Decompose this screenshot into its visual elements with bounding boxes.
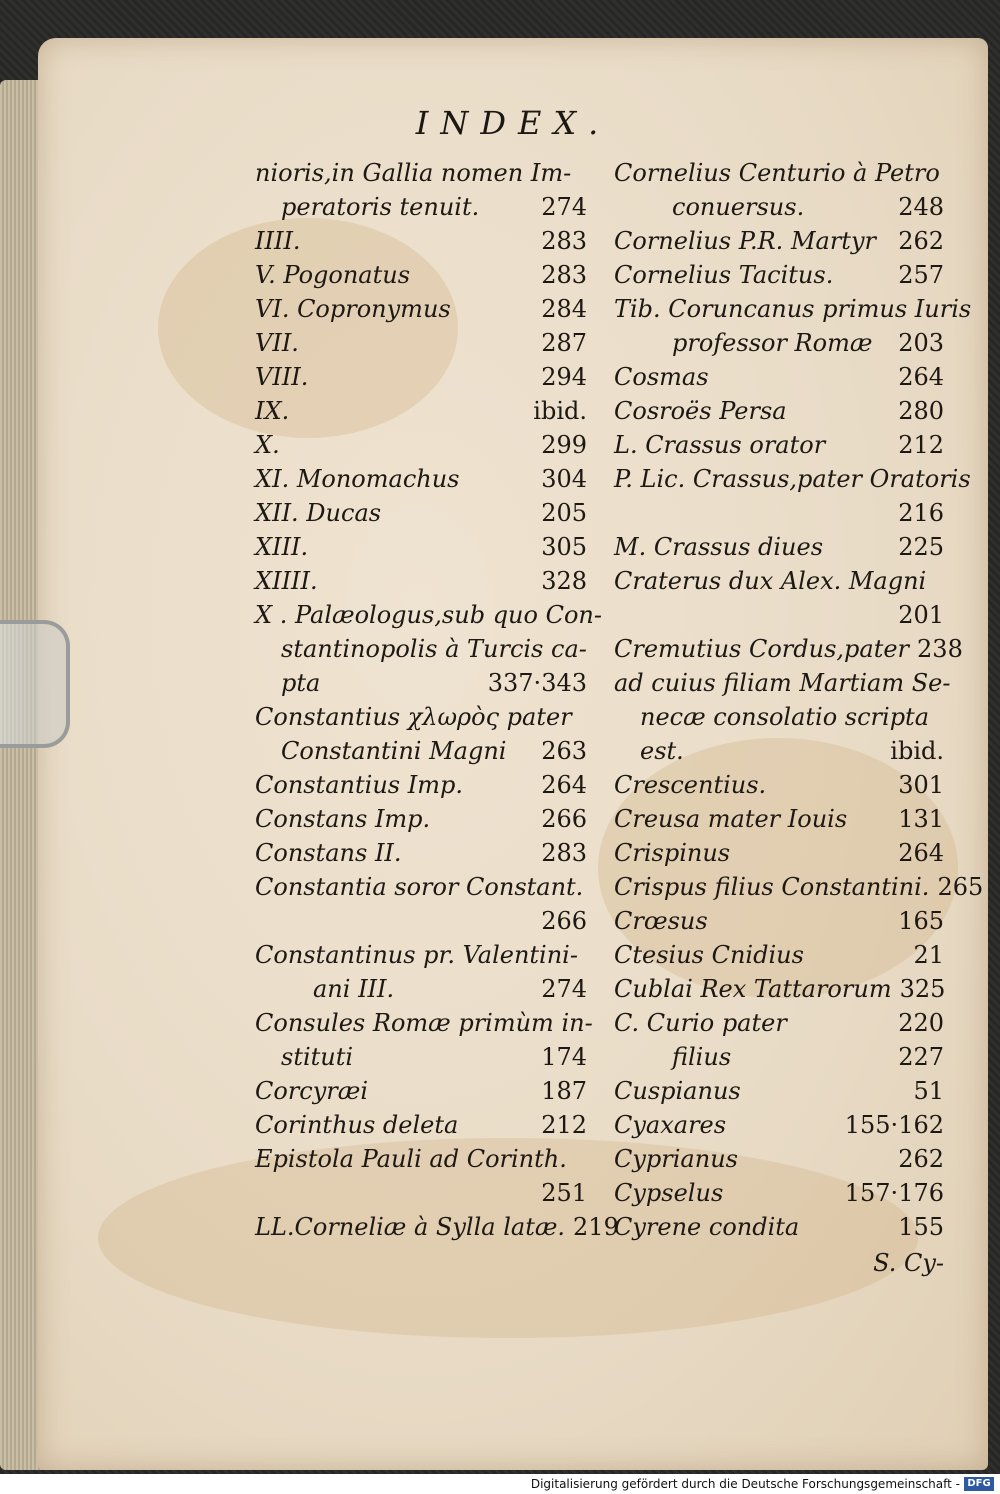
entry-text: pta [281,669,321,697]
entry-page-number: 248 [898,193,944,221]
index-entry [255,360,587,394]
entry-page-number: ibid. [533,397,587,425]
index-entry [614,1142,944,1176]
entry-page-number: 337·343 [487,669,587,697]
entry-text: Constantini Magni [281,737,507,765]
entry-text: Constantius Imp. [255,771,463,799]
entry-page-number: 219 [573,1213,619,1241]
entry-text: Cyaxares [614,1111,727,1139]
entry-page-number: 304 [541,465,587,493]
entry-page-number: 284 [541,295,587,323]
index-entry [255,768,587,802]
entry-page-number: 283 [541,261,587,289]
entry-page-number: 174 [541,1043,587,1071]
entry-page-number: 157·176 [844,1179,944,1207]
entry-text: IX. [255,397,290,425]
entry-page-number: 212 [898,431,944,459]
entry-text: filius [672,1043,732,1071]
entry-page-number: 262 [898,227,944,255]
index-entry [255,938,587,972]
index-entry [255,258,587,292]
entry-page-number: 227 [898,1043,944,1071]
digitization-footer [0,1474,1000,1494]
index-entry [614,802,944,836]
entry-text: necæ consolatio scripta [640,703,930,731]
index-entry [614,326,944,360]
entry-page-number: 274 [541,975,587,1003]
index-entry [255,326,587,360]
entry-page-number: 274 [541,193,587,221]
entry-page-number: 280 [898,397,944,425]
entry-page-number: 238 [917,635,963,663]
index-entry [255,156,587,190]
index-entry [614,700,944,734]
entry-page-number: 283 [541,839,587,867]
index-entry [614,1006,944,1040]
index-entry [614,190,944,224]
entry-text: Cyprianus [614,1145,738,1173]
index-entry [614,836,944,870]
index-entry [255,1040,587,1074]
entry-page-number: 263 [541,737,587,765]
entry-text: est. [640,737,684,765]
index-entry [614,938,944,972]
entry-text: C. Curio pater [614,1009,787,1037]
entry-text: Corcyræi [255,1077,368,1105]
entry-text: V. Pogonatus [255,261,411,289]
index-entry [614,564,944,598]
entry-text: VII. [255,329,299,357]
entry-text: Consules Romæ primùm in- [255,1009,593,1037]
index-entry [255,428,587,462]
entry-text: VIII. [255,363,309,391]
index-entry [614,496,944,530]
index-entry [255,598,602,632]
index-entry [614,1074,944,1108]
index-entry [255,1006,593,1040]
footer-credit: Digitalisierung gefördert durch die Deutsche Forschungsgemeinschaft - [530,1477,960,1491]
index-entry [255,870,587,904]
index-entry [614,360,944,394]
index-entry [614,394,944,428]
index-entry [255,666,587,700]
entry-page-number: 266 [541,805,587,833]
entry-page-number: 299 [541,431,587,459]
entry-text: Corinthus deleta [255,1111,459,1139]
entry-text: conuersus. [672,193,805,221]
entry-page-number: 305 [541,533,587,561]
index-entry [614,224,944,258]
entry-text: peratoris tenuit. [281,193,480,221]
entry-text: Cublai Rex Tattarorum [614,975,892,1003]
index-entry [614,1176,944,1210]
entry-page-number: 287 [541,329,587,357]
entry-text: LL.Corneliæ à Sylla latæ. [255,1213,566,1241]
entry-page-number: 216 [898,499,944,527]
index-entry [255,1074,587,1108]
entry-text: stantinopolis à Turcis ca- [281,635,587,663]
index-entry [255,1142,587,1176]
entry-text: Cosroës Persa [614,397,787,425]
entry-text: Cornelius P.R. Martyr [614,227,876,255]
index-entry [255,564,587,598]
entry-text: Cypselus [614,1179,724,1207]
entry-text: ad cuius filiam Martiam Se- [614,669,951,697]
entry-text: XI. Monomachus [255,465,460,493]
entry-text: Cyrene condita [614,1213,800,1241]
index-entry [614,972,944,1006]
entry-text: Epistola Pauli ad Corinth. [255,1145,567,1173]
index-entry [255,802,587,836]
entry-text: M. Crassus diues [614,533,824,561]
index-entry [614,292,972,326]
entry-text: stituti [281,1043,354,1071]
entry-text: XIIII. [255,567,318,595]
index-entry [614,904,944,938]
entry-page-number: 262 [898,1145,944,1173]
index-entry [614,734,944,768]
entry-text: X. [255,431,280,459]
page-header: INDEX. [415,104,611,142]
entry-text: Cremutius Cordus,pater [614,635,910,663]
entry-text: Constans II. [255,839,402,867]
index-entry [614,1210,944,1244]
entry-page-number: 203 [898,329,944,357]
entry-text: Crescentius. [614,771,767,799]
entry-text: XII. Ducas [255,499,382,527]
entry-page-number: 325 [899,975,946,1003]
entry-text: Crispus filius Constantini. [614,873,930,901]
index-entry [614,462,971,496]
entry-page-number: 301 [898,771,944,799]
entry-page-number: 155 [898,1213,944,1241]
entry-page-number: ibid. [890,737,944,765]
index-entry [255,1108,587,1142]
entry-page-number: 257 [898,261,944,289]
index-entry [614,156,944,190]
entry-text: IIII. [255,227,301,255]
entry-text: VI. Copronymus [255,295,451,323]
index-entry [255,1176,587,1210]
entry-page-number: 187 [541,1077,587,1105]
index-entry [255,972,587,1006]
index-entry [255,632,587,666]
entry-text: Creusa mater Iouis [614,805,848,833]
entry-text: Tib. Coruncanus primus Iuris [614,295,972,323]
page-clip [0,620,70,748]
index-entry [614,632,963,666]
entry-text: Crispinus [614,839,731,867]
index-column-left [255,156,619,1244]
entry-text: X . Palæologus,sub quo Con- [255,601,602,629]
index-entry [614,530,944,564]
entry-page-number: 265 [937,873,984,901]
entry-page-number: 225 [898,533,944,561]
entry-page-number: 201 [898,601,944,629]
entry-text: Cuspianus [614,1077,741,1105]
catchword: S. Cy- [873,1249,944,1277]
entry-text: Constantius χλωρὸς pater [255,703,572,731]
index-entry [255,190,587,224]
entry-text: L. Crassus orator [614,431,826,459]
entry-text: Constans Imp. [255,805,431,833]
entry-page-number: 205 [541,499,587,527]
entry-page-number: 251 [541,1179,587,1207]
index-entry [255,836,587,870]
entry-page-number: 283 [541,227,587,255]
entry-page-number: 51 [913,1077,944,1105]
entry-text: Cosmas [614,363,709,391]
entry-page-number: 328 [541,567,587,595]
index-entry [614,870,984,904]
entry-page-number: 212 [541,1111,587,1139]
index-entry [255,904,587,938]
entry-page-number: 264 [541,771,587,799]
entry-page-number: 264 [898,839,944,867]
index-entry [255,462,587,496]
index-column-right [614,156,984,1244]
index-entry [614,258,944,292]
index-entry [255,394,587,428]
entry-page-number: 165 [898,907,944,935]
entry-text: Constantia soror Constant. [255,873,584,901]
entry-text: XIII. [255,533,309,561]
index-entry [255,700,587,734]
entry-page-number: 131 [898,805,944,833]
index-entry [614,1108,944,1142]
index-entry [255,224,587,258]
dfg-logo: DFG [964,1477,994,1491]
entry-text: ani III. [313,975,395,1003]
entry-page-number: 264 [898,363,944,391]
entry-page-number: 21 [913,941,944,969]
entry-text: Crœsus [614,907,708,935]
entry-page-number: 266 [541,907,587,935]
entry-page-number: 220 [898,1009,944,1037]
index-entry [255,496,587,530]
index-entry [255,292,587,326]
index-entry [614,428,944,462]
entry-text: nioris,in Gallia nomen Im- [255,159,572,187]
index-entry [255,1210,619,1244]
entry-page-number: 294 [541,363,587,391]
entry-text: Constantinus pr. Valentini- [255,941,578,969]
index-entry [255,530,587,564]
entry-text: Cornelius Centurio à Petro [614,159,940,187]
index-entry [614,598,944,632]
entry-text: Ctesius Cnidius [614,941,804,969]
entry-text: Craterus dux Alex. Magni [614,567,927,595]
index-entry [255,734,587,768]
entry-text: Cornelius Tacitus. [614,261,834,289]
entry-text: P. Lic. Crassus,pater Oratoris [614,465,971,493]
index-entry [614,768,944,802]
entry-page-number: 155·162 [844,1111,944,1139]
index-entry [614,666,951,700]
entry-text: professor Romæ [672,329,873,357]
index-entry [614,1040,944,1074]
